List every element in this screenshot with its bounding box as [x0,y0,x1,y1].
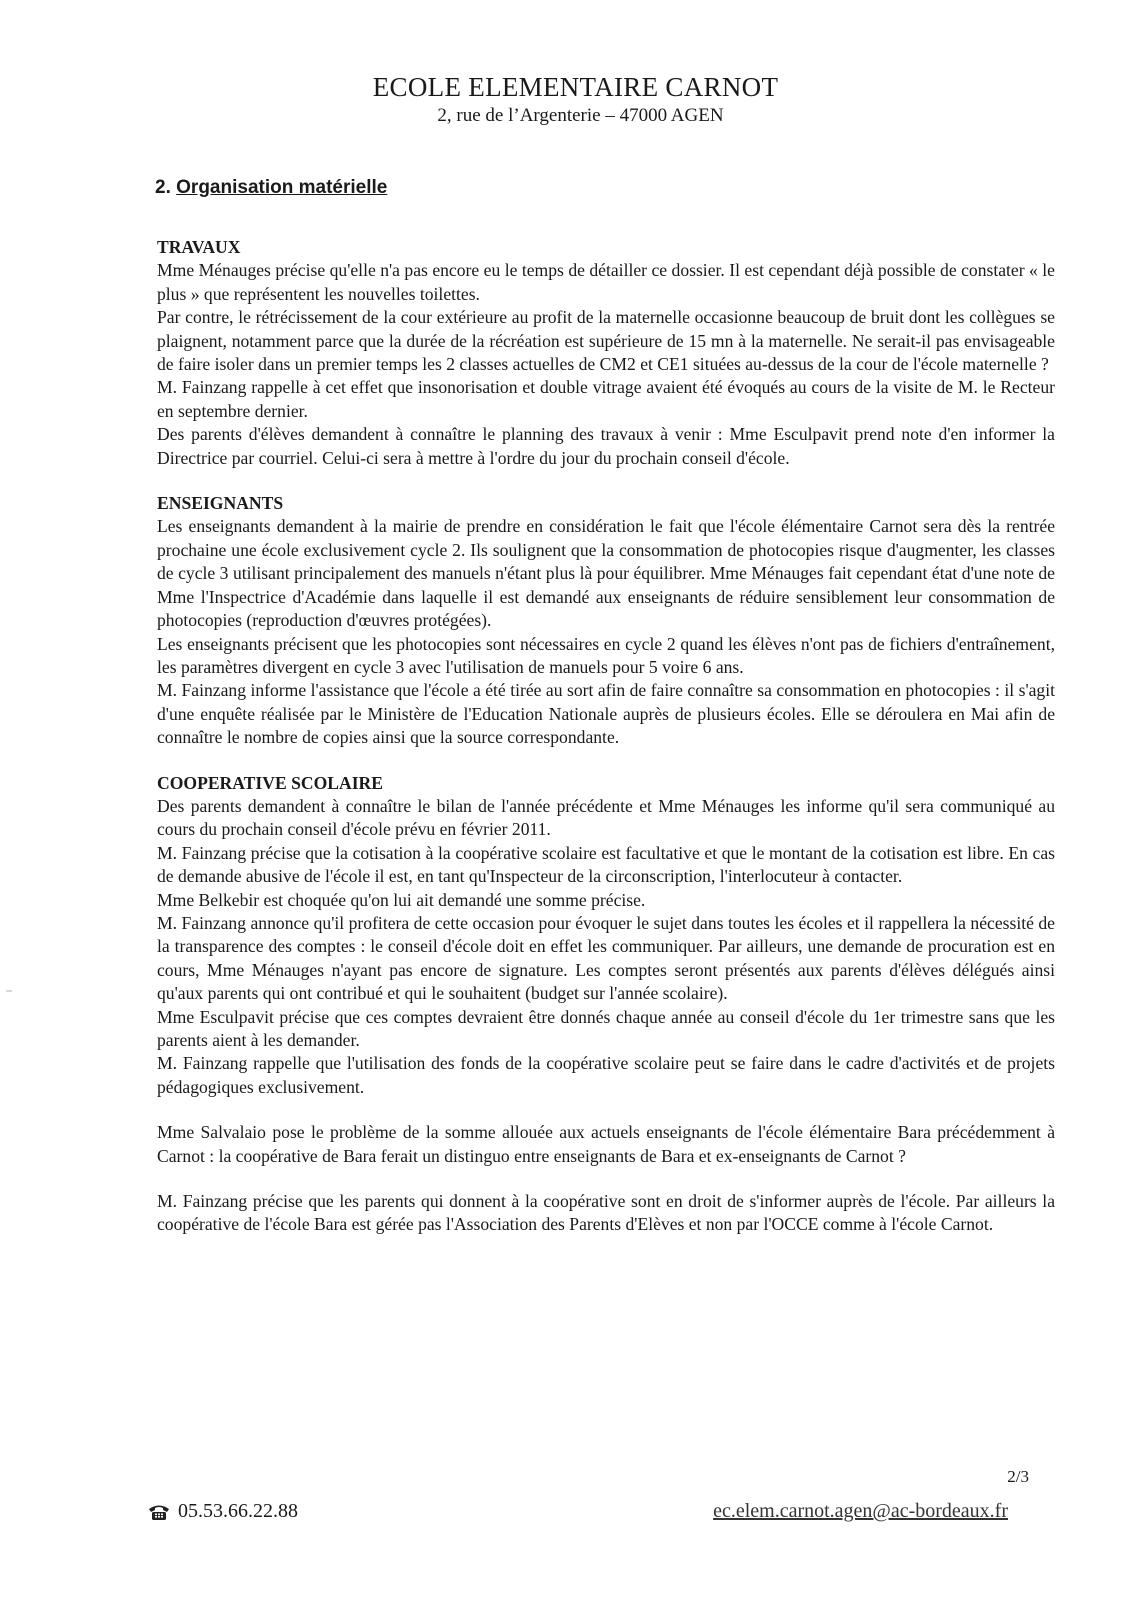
paragraph: Mme Salvalaio pose le problème de la somme allouée aux actuels enseignants de l'école élémentaire Bara précédemment à Carnot : la coopérative de Bara ferait un distinguo entre enseignants de Bara et ex-enseignants de Carnot ? [157,1122,1055,1166]
paragraph: Des parents demandent à connaître le bilan de l'année précédente et Mme Ménauges les informe qu'il sera communiqué au cours du prochain conseil d'école prévu en février 2011. [157,795,1055,840]
paragraph: Des parents d'élèves demandent à connaître le planning des travaux à venir : Mme Esculpavit prend note d'en informer la Directrice par courriel. Celui-ci sera à mettre à l'ordre du jour du prochain conseil d'école. [157,424,1055,468]
section-title: Organisation matérielle [176,177,388,198]
paragraph: M. Fainzang rappelle que l'utilisation des fonds de la coopérative scolaire peut se faire dans le cadre d'activités et de projets pédagogiques exclusivement. [157,1053,1055,1097]
paragraph: Mme Belkebir est choquée qu'on lui ait demandé une somme précise. [157,889,646,910]
document-body [157,236,1055,1259]
block-heading: TRAVAUX [157,237,241,257]
block-heading: COOPERATIVE SCOLAIRE [157,772,383,793]
paragraph: Par contre, le rétrécissement de la cour extérieure au profit de la maternelle occasionne beaucoup de bruit dont les collègues se plaignent, notamment parce que la durée de la récréation est supérieure de 15 mn à la maternelle. Ne serait-il pas envisageable de faire isoler dans un premier temps les 2 classes actuelles de CM2 et CE1 situées au-dessus de la cour de l'école maternelle ? [157,307,1055,375]
paragraph: Les enseignants précisent que les photocopies sont nécessaires en cycle 2 quand les élèves n'ont pas de fichiers d'entraînement, les paramètres divergent en cycle 3 avec l'utilisation de manuels pour 5 voire 6 ans. [157,633,1055,677]
letterhead [0,70,1131,128]
paragraph: M. Fainzang rappelle à cet effet que insonorisation et double vitrage avaient été évoqués au cours de la visite de M. le Recteur en septembre dernier. [157,377,1055,421]
block-heading: ENSEIGNANTS [157,493,284,514]
email-link[interactable]: ec.elem.carnot.agen@ac-bordeaux.fr [713,1500,1008,1522]
section-heading [155,177,387,199]
section-number: 2. [155,177,171,198]
school-name: ECOLE ELEMENTAIRE CARNOT [372,72,779,102]
paragraph: M. Fainzang précise que les parents qui donnent à la coopérative sont en droit de s'informer auprès de l'école. Par ailleurs la coopérative de l'école Bara est gérée pas l'Association des Parents d'Elèves et non par l'OCCE comme à l'école Carnot. [157,1191,1055,1235]
paragraph: M. Fainzang annonce qu'il profitera de cette occasion pour évoquer le sujet dans toutes les écoles et il rappellera la nécessité de la transparence des comptes : le conseil d'école doit en effet les communiquer. Par ailleurs, une demande de procuration est en cours, Mme Ménauges n'ayant pas encore de signature. Les comptes seront présentés aux parents d'élèves délégués ainsi qu'aux parents qui ont contribué et qui le souhaitent (budget sur l'année scolaire). [157,912,1055,1004]
school-address: 2, rue de l’Argenterie – 47000 AGEN [437,105,724,126]
paragraph: M. Fainzang informe l'assistance que l'école a été tirée au sort afin de faire connaître sa consommation en photocopies : il s'agit d'une enquête réalisée par le Ministère de l'Education Nationale auprès de plusieurs écoles. Elle se déroulera en Mai afin de connaître le nombre de copies ainsi que la source correspondante. [157,680,1055,748]
scan-artifact [6,990,12,992]
paragraph: Mme Ménauges précise qu'elle n'a pas encore eu le temps de détailler ce dossier. Il est cependant déjà possible de constater « le plus » que représentent les nouvelles toilettes. [157,260,1055,304]
telephone-icon [148,1503,170,1521]
footer [148,1500,1008,1530]
block-travaux [157,236,1055,470]
paragraph: Les enseignants demandent à la mairie de prendre en considération le fait que l'école élémentaire Carnot sera dès la rentrée prochaine une école exclusivement cycle 2. Ils soulignent que la consommation de photocopies risque d'augmenter, les classes de cycle 3 utilisant principalement des manuels n'étant plus là pour équilibrer. Mme Ménauges fait cependant état d'une note de Mme l'Inspectrice d'Académie dans laquelle il est demandé aux enseignants de réduire sensiblement leur consommation de photocopies (reproduction d'œuvres protégées). [157,516,1055,631]
page-number: 2/3 [1007,1467,1029,1486]
paragraph: M. Fainzang précise que la cotisation à la coopérative scolaire est facultative et que le montant de la cotisation est libre. En cas de demande abusive de l'école il est, en tant qu'Inspecteur de la circonscription, l'interlocuteur à contacter. [157,842,1055,887]
paragraph: Mme Esculpavit précise que ces comptes devraient être donnés chaque année au conseil d'école du 1er trimestre sans que les parents aient à les demander. [157,1006,1055,1050]
phone-number: 05.53.66.22.88 [178,1500,298,1522]
block-cooperative [157,772,1055,1100]
block-enseignants [157,492,1055,749]
phone-contact [148,1500,298,1523]
